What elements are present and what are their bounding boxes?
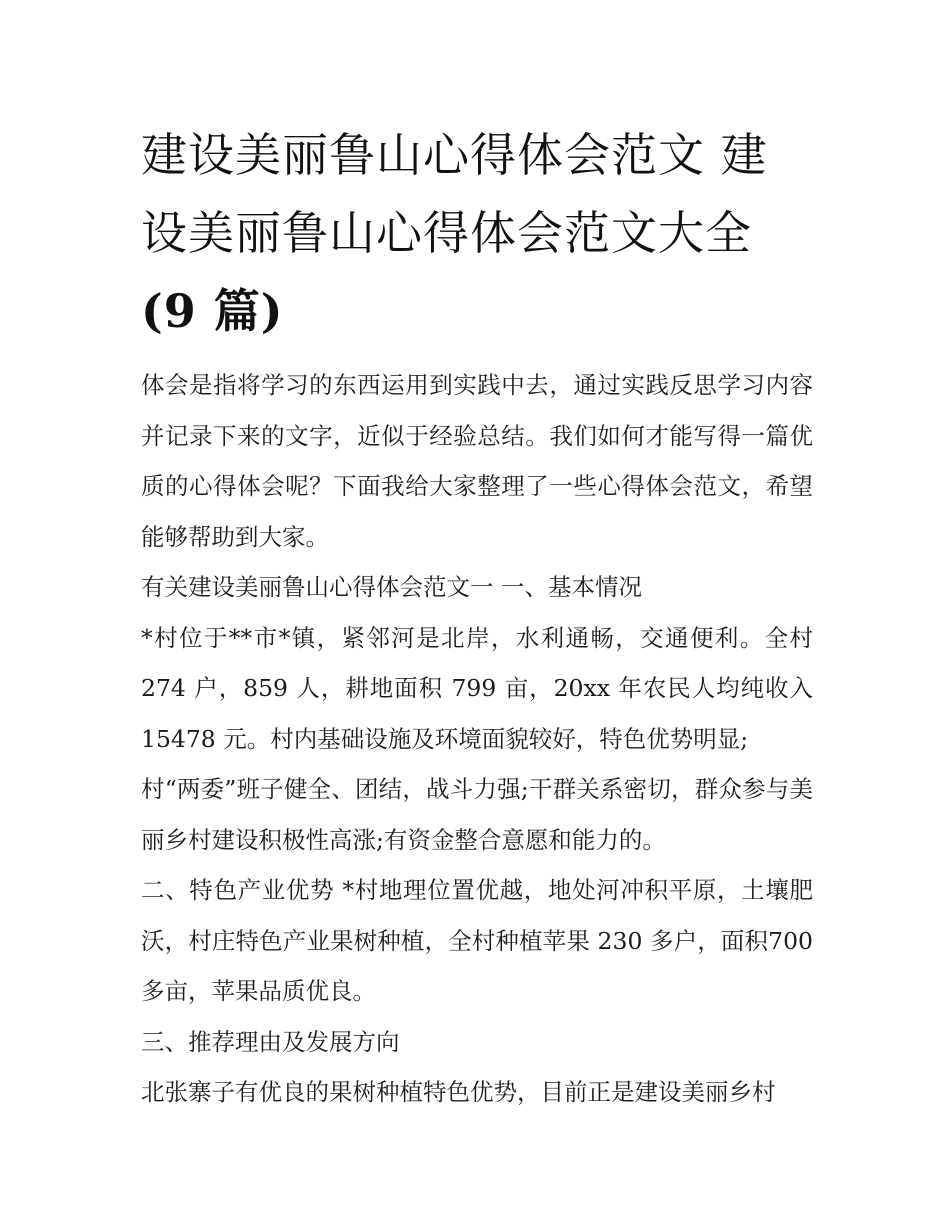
paragraph-basic-info: *村位于**市*镇，紧邻河是北岸，水利通畅，交通便利。全村274 户，859 人，耕地面积 799 亩，20xx 年农民人均纯收入15478 元。村内基础设施及环境面貌较好，特色优势明显; bbox=[141, 623, 813, 753]
paragraph-village-committee: 村“两委”班子健全、团结，战斗力强;干群关系密切，群众参与美丽乡村建设积极性高涨;有资金整合意愿和能力的。 bbox=[141, 775, 813, 854]
section-heading-3: 三、推荐理由及发展方向 bbox=[141, 1027, 400, 1056]
document-body bbox=[141, 116, 813, 1118]
title-line-3: (9 篇) bbox=[141, 284, 284, 338]
intro-paragraph: 体会是指将学习的东西运用到实践中去，通过实践反思学习内容并记录下来的文字，近似于经验总结。我们如何才能写得一篇优质的心得体会呢？下面我给大家整理了一些心得体会范文，希望能够帮助到大家。 bbox=[141, 371, 813, 551]
title-line-2: 设美丽鲁山心得体会范文大全 bbox=[141, 206, 752, 260]
paragraph-recommendation: 北张寨子有优良的果树种植特色优势，目前正是建设美丽乡村 bbox=[141, 1078, 776, 1106]
paragraph-industry-advantage: 二、特色产业优势 *村地理位置优越，地处河冲积平原，土壤肥沃，村庄特色产业果树种植，全村种植苹果 230 多户，面积700 多亩，苹果品质优良。 bbox=[141, 876, 813, 1005]
section-heading-1: 有关建设美丽鲁山心得体会范文一 一、基本情况 bbox=[141, 573, 642, 601]
title-line-1: 建设美丽鲁山心得体会范文 建 bbox=[141, 128, 768, 182]
document-title bbox=[141, 116, 813, 350]
